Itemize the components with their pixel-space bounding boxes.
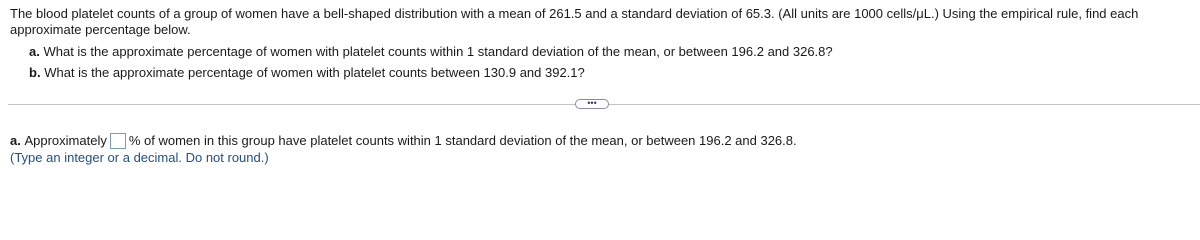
part-b-text: What is the approximate percentage of women with platelet counts between 130.9 and 392.1? (44, 65, 585, 80)
answer-prefix: Approximately (24, 133, 107, 148)
answer-suffix: % of women in this group have platelet counts within 1 standard deviation of the mean, or between 196.2 and 326.8. (128, 133, 797, 148)
answer-input[interactable] (110, 133, 126, 149)
answer-hint: (Type an integer or a decimal. Do not round.) (10, 150, 269, 165)
part-a-text: What is the approximate percentage of women with platelet counts within 1 standard deviation of the mean, or between 196.2 and 326.8? (43, 44, 833, 59)
part-b-label: b. (29, 65, 41, 80)
question-part-a (29, 44, 1195, 60)
answer-line (10, 133, 797, 149)
question-intro: The blood platelet counts of a group of women have a bell-shaped distribution with a mean of 261.5 and a standard deviation of 65.3. (All units are 1000 cells/μL.) Using the empirical rule, find each approximate percentage below. (10, 6, 1139, 37)
question-text (10, 6, 1195, 81)
answer-section (10, 133, 797, 166)
more-dots-icon: ••• (587, 97, 597, 108)
section-divider (8, 98, 1200, 112)
answer-part-label: a. (10, 133, 21, 148)
question-part-b (29, 65, 1195, 81)
part-a-label: a. (29, 44, 40, 59)
expand-more-button[interactable] (575, 99, 609, 109)
